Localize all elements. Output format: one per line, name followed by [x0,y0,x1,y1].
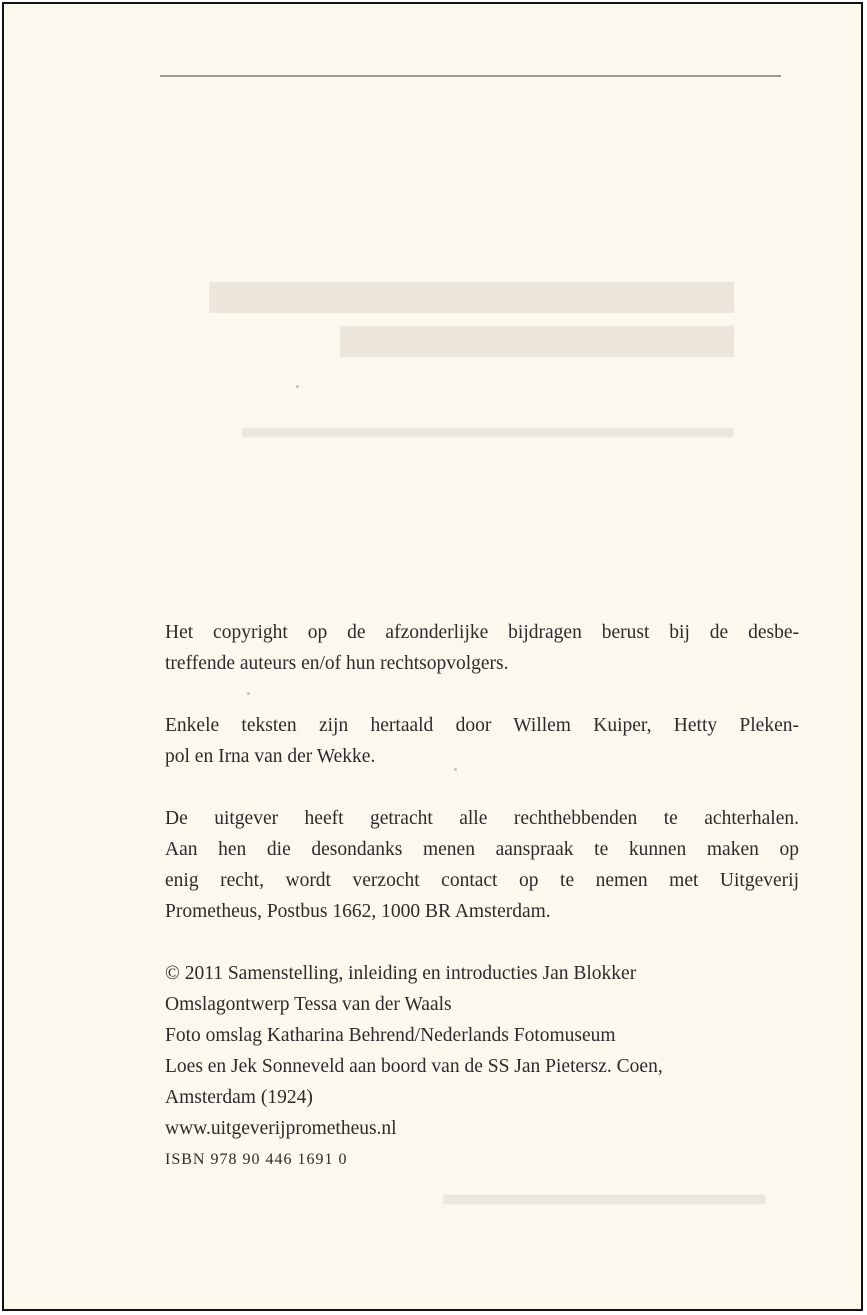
cover-photo-credit: Foto omslag Katharina Behrend/Nederlands Fotomuseum [165,1025,616,1046]
bleed-through-footer: ▃▃▃▃▃▃▃▃▃▃▃▃▃▃▃▃▃▃▃ [443,1179,765,1204]
translation-paragraph [165,710,799,772]
colophon [165,617,799,1175]
text-line: treffende auteurs en/of hun rechtsopvolgers. [165,653,509,674]
text-line: Enkele teksten zijn hertaald door Willem Kuiper, Hetty Pleken- [165,715,799,736]
text-line: enig recht, wordt verzocht contact op te nemen met Uitgeverij [165,870,799,891]
text-line: pol en Irna van der Wekke. [165,746,376,767]
top-rule [160,75,781,77]
rights-holders-paragraph [165,803,799,927]
bleed-through-title: ▆▆▆▆▆▆▆▆▆▆▆▆▆▆▆▆▆▆▆▆ ▆▆▆▆▆▆▆▆▆▆▆▆▆▆▆ [210,275,733,356]
copyright-line: © 2011 Samenstelling, inleiding en introducties Jan Blokker [165,963,637,984]
isbn: ISBN 978 90 446 1691 0 [165,1151,348,1168]
credits-block [165,958,799,1175]
text-line: Aan hen die desondanks menen aanspraak te kunnen maken op [165,839,799,860]
photo-caption: Amsterdam (1924) [165,1087,313,1108]
cover-design-credit: Omslagontwerp Tessa van der Waals [165,994,452,1015]
bleed-through-subtitle: ▃▃▃▃▃▃▃▃▃▃▃▃▃▃▃▃▃▃▃▃▃▃▃▃▃▃▃▃▃ [242,412,733,437]
text-line: Het copyright op de afzonderlijke bijdragen berust bij de desbe- [165,622,799,643]
text-line: Prometheus, Postbus 1662, 1000 BR Amsterdam. [165,901,551,922]
book-page [2,2,863,1311]
paper-speck [296,385,299,388]
copyright-paragraph [165,617,799,679]
photo-caption: Loes en Jek Sonneveld aan boord van de SS Jan Pietersz. Coen, [165,1056,663,1077]
text-line: De uitgever heeft getracht alle rechthebbenden te achterhalen. [165,808,799,829]
publisher-website: www.uitgeverijprometheus.nl [165,1118,397,1139]
